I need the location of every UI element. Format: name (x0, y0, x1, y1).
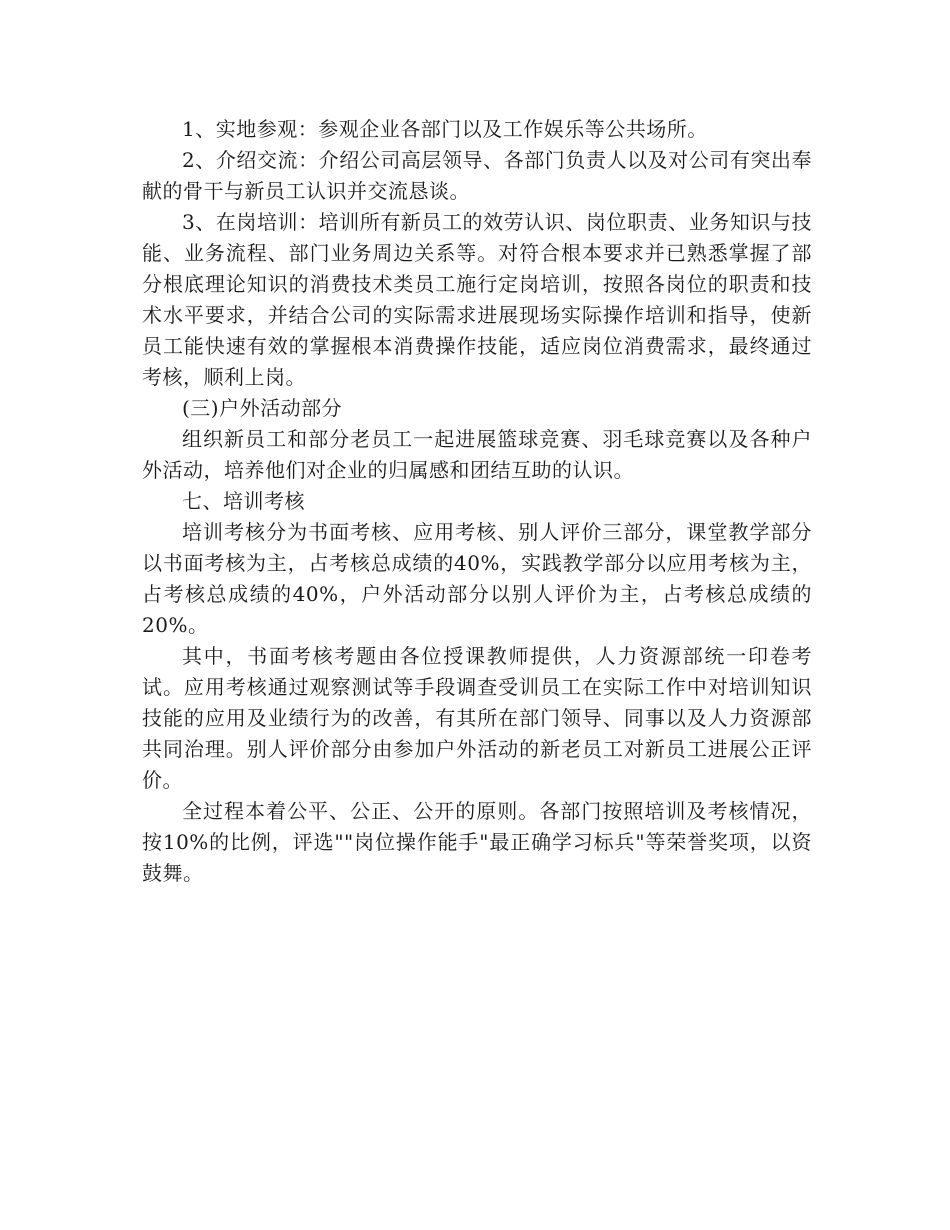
paragraph-introduction: 2、介绍交流：介绍公司高层领导、各部门负责人以及对公司有突出奉献的骨干与新员工认识并交流恳谈。 (142, 148, 812, 203)
paragraph-assessment-details: 其中，书面考核考题由各位授课教师提供，人力资源部统一印卷考试。应用考核通过观察测试等手段调查受训员工在实际工作中对培训知识技能的应用及业绩行为的改善，有其所在部门领导、同事以及人力资源部共同治理。别人评价部分由参加户外活动的新老员工对新员工进展公正评价。 (142, 644, 812, 792)
heading-outdoor-activities: (三)户外活动部分 (182, 396, 343, 420)
document-body (142, 114, 812, 889)
heading-training-assessment: 七、培训考核 (182, 489, 305, 513)
paragraph-principles: 全过程本着公平、公正、公开的原则。各部门按照培训及考核情况，按10%的比例，评选""岗位操作能手"最正确学习标兵"等荣誉奖项，以资鼓舞。 (142, 799, 812, 885)
paragraph-outdoor-activities: 组织新员工和部分老员工一起进展篮球竞赛、羽毛球竞赛以及各种户外活动，培养他们对企业的归属感和团结互助的认识。 (142, 427, 812, 482)
paragraph-site-visit: 1、实地参观：参观企业各部门以及工作娱乐等公共场所。 (182, 117, 708, 141)
paragraph-on-job-training: 3、在岗培训：培训所有新员工的效劳认识、岗位职责、业务知识与技能、业务流程、部门业务周边关系等。对符合根本要求并已熟悉掌握了部分根底理论知识的消费技术类员工施行定岗培训，按照各岗位的职责和技术水平要求，并结合公司的实际需求进展现场实际操作培训和指导，使新员工能快速有效的掌握根本消费操作技能，适应岗位消费需求，最终通过考核，顺利上岗。 (142, 210, 812, 389)
paragraph-assessment-parts: 培训考核分为书面考核、应用考核、别人评价三部分，课堂教学部分以书面考核为主，占考核总成绩的40%，实践教学部分以应用考核为主，占考核总成绩的40%，户外活动部分以别人评价为主，占考核总成绩的20%。 (142, 520, 812, 637)
